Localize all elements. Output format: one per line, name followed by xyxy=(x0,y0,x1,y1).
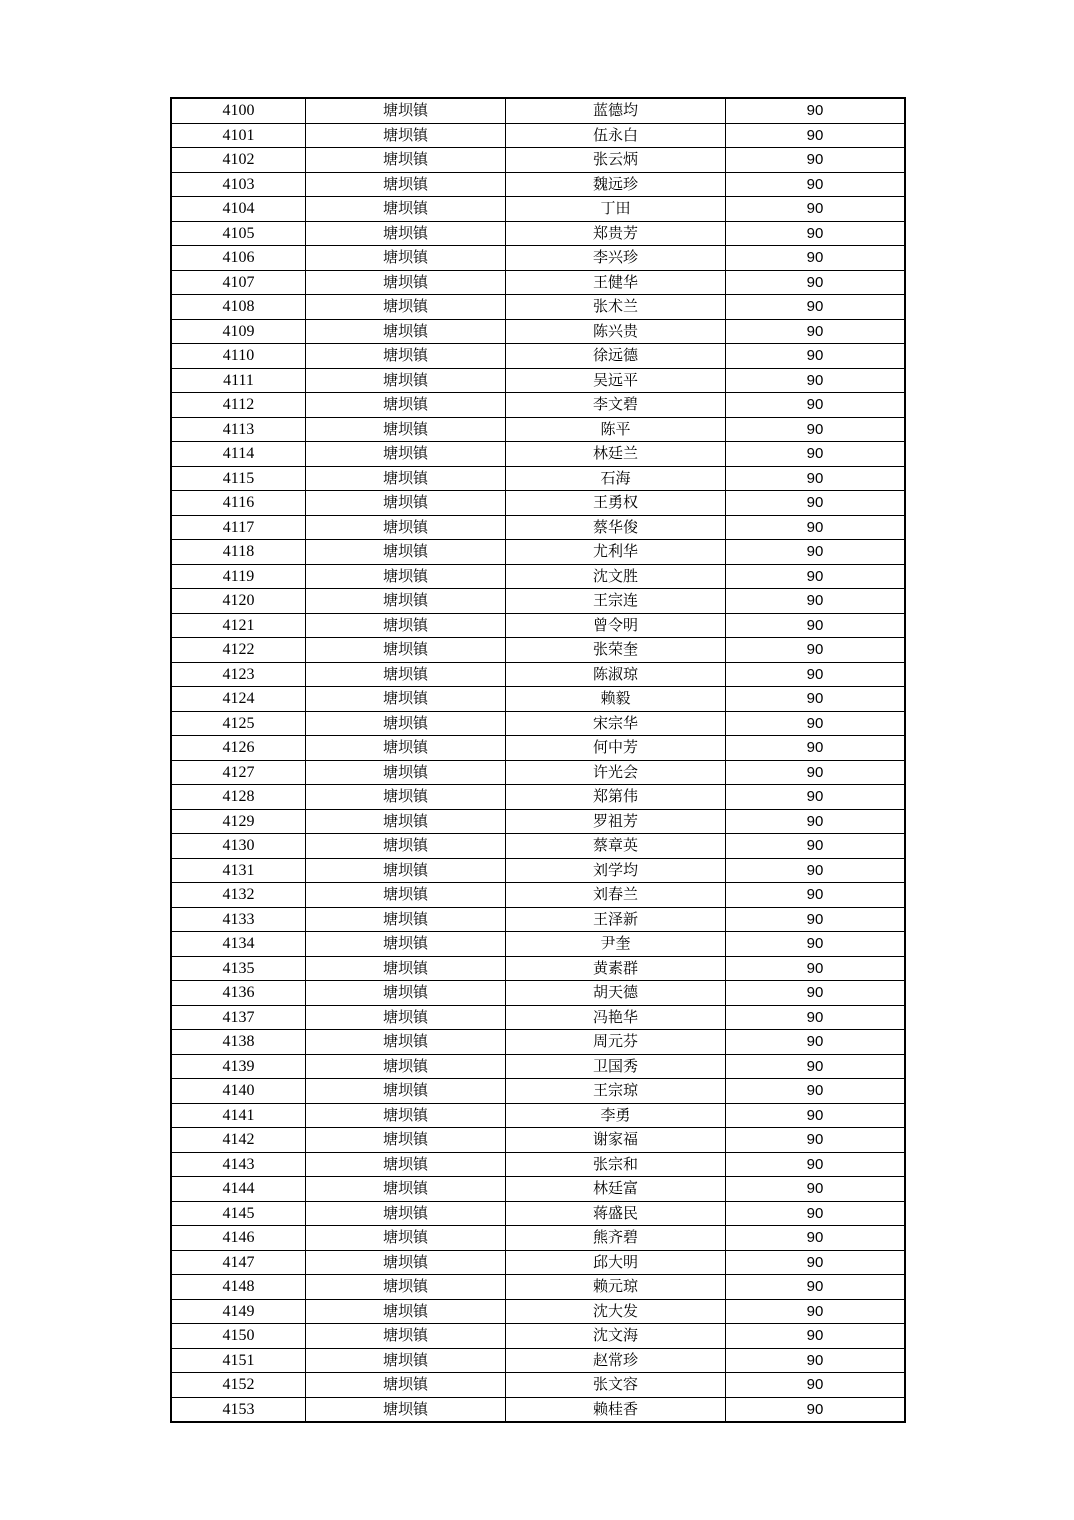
town-cell: 塘坝镇 xyxy=(306,515,506,540)
row-number-cell: 4130 xyxy=(171,834,306,859)
person-name-cell: 李兴珍 xyxy=(506,246,726,271)
person-name-cell: 刘学均 xyxy=(506,858,726,883)
table-row xyxy=(171,711,905,736)
amount-cell: 90 xyxy=(726,123,906,148)
row-number-cell: 4121 xyxy=(171,613,306,638)
amount-cell: 90 xyxy=(726,638,906,663)
table-row xyxy=(171,491,905,516)
person-name-cell: 王健华 xyxy=(506,270,726,295)
person-name-cell: 张荣奎 xyxy=(506,638,726,663)
table-row xyxy=(171,319,905,344)
town-cell: 塘坝镇 xyxy=(306,1201,506,1226)
town-cell: 塘坝镇 xyxy=(306,98,506,123)
table-row xyxy=(171,540,905,565)
row-number-cell: 4103 xyxy=(171,172,306,197)
table-row xyxy=(171,221,905,246)
amount-cell: 90 xyxy=(726,515,906,540)
person-name-cell: 蒋盛民 xyxy=(506,1201,726,1226)
table-row xyxy=(171,123,905,148)
town-cell: 塘坝镇 xyxy=(306,319,506,344)
town-cell: 塘坝镇 xyxy=(306,858,506,883)
row-number-cell: 4111 xyxy=(171,368,306,393)
person-name-cell: 尤利华 xyxy=(506,540,726,565)
person-name-cell: 石海 xyxy=(506,466,726,491)
person-name-cell: 李勇 xyxy=(506,1103,726,1128)
town-cell: 塘坝镇 xyxy=(306,711,506,736)
amount-cell: 90 xyxy=(726,1005,906,1030)
table-row xyxy=(171,98,905,123)
table-row xyxy=(171,1275,905,1300)
person-name-cell: 赖毅 xyxy=(506,687,726,712)
row-number-cell: 4127 xyxy=(171,760,306,785)
row-number-cell: 4139 xyxy=(171,1054,306,1079)
person-name-cell: 邱大明 xyxy=(506,1250,726,1275)
table-row xyxy=(171,172,905,197)
town-cell: 塘坝镇 xyxy=(306,834,506,859)
person-name-cell: 冯艳华 xyxy=(506,1005,726,1030)
row-number-cell: 4146 xyxy=(171,1226,306,1251)
row-number-cell: 4104 xyxy=(171,197,306,222)
row-number-cell: 4117 xyxy=(171,515,306,540)
town-cell: 塘坝镇 xyxy=(306,295,506,320)
table-row xyxy=(171,809,905,834)
row-number-cell: 4135 xyxy=(171,956,306,981)
row-number-cell: 4128 xyxy=(171,785,306,810)
amount-cell: 90 xyxy=(726,1373,906,1398)
town-cell: 塘坝镇 xyxy=(306,589,506,614)
row-number-cell: 4123 xyxy=(171,662,306,687)
amount-cell: 90 xyxy=(726,1128,906,1153)
town-cell: 塘坝镇 xyxy=(306,1128,506,1153)
table-row xyxy=(171,736,905,761)
table-row xyxy=(171,907,905,932)
amount-cell: 90 xyxy=(726,221,906,246)
person-name-cell: 魏远珍 xyxy=(506,172,726,197)
person-name-cell: 何中芳 xyxy=(506,736,726,761)
table-row xyxy=(171,858,905,883)
person-name-cell: 王宗连 xyxy=(506,589,726,614)
table-row xyxy=(171,1226,905,1251)
table-row xyxy=(171,1152,905,1177)
person-name-cell: 赖元琼 xyxy=(506,1275,726,1300)
person-name-cell: 王勇权 xyxy=(506,491,726,516)
amount-cell: 90 xyxy=(726,1177,906,1202)
town-cell: 塘坝镇 xyxy=(306,368,506,393)
row-number-cell: 4115 xyxy=(171,466,306,491)
amount-cell: 90 xyxy=(726,613,906,638)
row-number-cell: 4138 xyxy=(171,1030,306,1055)
table-row xyxy=(171,1128,905,1153)
row-number-cell: 4125 xyxy=(171,711,306,736)
person-name-cell: 曾令明 xyxy=(506,613,726,638)
town-cell: 塘坝镇 xyxy=(306,1397,506,1422)
table-row xyxy=(171,687,905,712)
town-cell: 塘坝镇 xyxy=(306,1324,506,1349)
town-cell: 塘坝镇 xyxy=(306,1152,506,1177)
row-number-cell: 4140 xyxy=(171,1079,306,1104)
row-number-cell: 4124 xyxy=(171,687,306,712)
row-number-cell: 4120 xyxy=(171,589,306,614)
row-number-cell: 4102 xyxy=(171,148,306,173)
amount-cell: 90 xyxy=(726,466,906,491)
town-cell: 塘坝镇 xyxy=(306,1275,506,1300)
town-cell: 塘坝镇 xyxy=(306,613,506,638)
person-name-cell: 陈淑琼 xyxy=(506,662,726,687)
town-cell: 塘坝镇 xyxy=(306,246,506,271)
table-row xyxy=(171,1030,905,1055)
row-number-cell: 4114 xyxy=(171,442,306,467)
row-number-cell: 4122 xyxy=(171,638,306,663)
row-number-cell: 4106 xyxy=(171,246,306,271)
person-name-cell: 赖桂香 xyxy=(506,1397,726,1422)
person-name-cell: 丁田 xyxy=(506,197,726,222)
person-name-cell: 伍永白 xyxy=(506,123,726,148)
table-row xyxy=(171,1177,905,1202)
row-number-cell: 4112 xyxy=(171,393,306,418)
amount-cell: 90 xyxy=(726,491,906,516)
person-name-cell: 谢家福 xyxy=(506,1128,726,1153)
amount-cell: 90 xyxy=(726,1226,906,1251)
table-row xyxy=(171,956,905,981)
person-name-cell: 尹奎 xyxy=(506,932,726,957)
person-name-cell: 周元芬 xyxy=(506,1030,726,1055)
amount-cell: 90 xyxy=(726,687,906,712)
person-name-cell: 宋宗华 xyxy=(506,711,726,736)
town-cell: 塘坝镇 xyxy=(306,1250,506,1275)
person-name-cell: 赵常珍 xyxy=(506,1348,726,1373)
amount-cell: 90 xyxy=(726,246,906,271)
amount-cell: 90 xyxy=(726,981,906,1006)
row-number-cell: 4137 xyxy=(171,1005,306,1030)
row-number-cell: 4116 xyxy=(171,491,306,516)
table-row xyxy=(171,515,905,540)
town-cell: 塘坝镇 xyxy=(306,638,506,663)
row-number-cell: 4152 xyxy=(171,1373,306,1398)
town-cell: 塘坝镇 xyxy=(306,932,506,957)
row-number-cell: 4144 xyxy=(171,1177,306,1202)
table-row xyxy=(171,393,905,418)
amount-cell: 90 xyxy=(726,760,906,785)
town-cell: 塘坝镇 xyxy=(306,809,506,834)
person-name-cell: 卫国秀 xyxy=(506,1054,726,1079)
amount-cell: 90 xyxy=(726,1397,906,1422)
table-row xyxy=(171,1324,905,1349)
town-cell: 塘坝镇 xyxy=(306,883,506,908)
town-cell: 塘坝镇 xyxy=(306,221,506,246)
amount-cell: 90 xyxy=(726,319,906,344)
amount-cell: 90 xyxy=(726,172,906,197)
row-number-cell: 4108 xyxy=(171,295,306,320)
table-row xyxy=(171,883,905,908)
amount-cell: 90 xyxy=(726,834,906,859)
row-number-cell: 4105 xyxy=(171,221,306,246)
amount-cell: 90 xyxy=(726,1054,906,1079)
row-number-cell: 4110 xyxy=(171,344,306,369)
amount-cell: 90 xyxy=(726,1348,906,1373)
town-cell: 塘坝镇 xyxy=(306,1299,506,1324)
town-cell: 塘坝镇 xyxy=(306,417,506,442)
amount-cell: 90 xyxy=(726,1201,906,1226)
amount-cell: 90 xyxy=(726,956,906,981)
amount-cell: 90 xyxy=(726,270,906,295)
person-name-cell: 徐远德 xyxy=(506,344,726,369)
row-number-cell: 4118 xyxy=(171,540,306,565)
row-number-cell: 4126 xyxy=(171,736,306,761)
town-cell: 塘坝镇 xyxy=(306,1226,506,1251)
amount-cell: 90 xyxy=(726,417,906,442)
subsidy-table xyxy=(170,97,906,1423)
person-name-cell: 李文碧 xyxy=(506,393,726,418)
table-body xyxy=(171,98,905,1422)
amount-cell: 90 xyxy=(726,736,906,761)
row-number-cell: 4145 xyxy=(171,1201,306,1226)
row-number-cell: 4133 xyxy=(171,907,306,932)
row-number-cell: 4109 xyxy=(171,319,306,344)
row-number-cell: 4153 xyxy=(171,1397,306,1422)
amount-cell: 90 xyxy=(726,858,906,883)
amount-cell: 90 xyxy=(726,711,906,736)
amount-cell: 90 xyxy=(726,1152,906,1177)
amount-cell: 90 xyxy=(726,1103,906,1128)
row-number-cell: 4141 xyxy=(171,1103,306,1128)
row-number-cell: 4100 xyxy=(171,98,306,123)
person-name-cell: 沈文海 xyxy=(506,1324,726,1349)
row-number-cell: 4150 xyxy=(171,1324,306,1349)
table-row xyxy=(171,148,905,173)
town-cell: 塘坝镇 xyxy=(306,1373,506,1398)
town-cell: 塘坝镇 xyxy=(306,148,506,173)
amount-cell: 90 xyxy=(726,393,906,418)
table-row xyxy=(171,1373,905,1398)
table-row xyxy=(171,662,905,687)
person-name-cell: 胡天德 xyxy=(506,981,726,1006)
person-name-cell: 郑第伟 xyxy=(506,785,726,810)
town-cell: 塘坝镇 xyxy=(306,123,506,148)
row-number-cell: 4132 xyxy=(171,883,306,908)
town-cell: 塘坝镇 xyxy=(306,1079,506,1104)
person-name-cell: 刘春兰 xyxy=(506,883,726,908)
table-row xyxy=(171,564,905,589)
amount-cell: 90 xyxy=(726,785,906,810)
table-row xyxy=(171,1348,905,1373)
town-cell: 塘坝镇 xyxy=(306,197,506,222)
table-row xyxy=(171,1079,905,1104)
town-cell: 塘坝镇 xyxy=(306,270,506,295)
town-cell: 塘坝镇 xyxy=(306,736,506,761)
town-cell: 塘坝镇 xyxy=(306,981,506,1006)
amount-cell: 90 xyxy=(726,1079,906,1104)
town-cell: 塘坝镇 xyxy=(306,1348,506,1373)
person-name-cell: 罗祖芳 xyxy=(506,809,726,834)
table-row xyxy=(171,270,905,295)
amount-cell: 90 xyxy=(726,368,906,393)
town-cell: 塘坝镇 xyxy=(306,540,506,565)
amount-cell: 90 xyxy=(726,540,906,565)
town-cell: 塘坝镇 xyxy=(306,466,506,491)
amount-cell: 90 xyxy=(726,809,906,834)
table-row xyxy=(171,1054,905,1079)
person-name-cell: 沈文胜 xyxy=(506,564,726,589)
person-name-cell: 张云炳 xyxy=(506,148,726,173)
amount-cell: 90 xyxy=(726,148,906,173)
person-name-cell: 林廷富 xyxy=(506,1177,726,1202)
town-cell: 塘坝镇 xyxy=(306,1103,506,1128)
row-number-cell: 4107 xyxy=(171,270,306,295)
person-name-cell: 许光会 xyxy=(506,760,726,785)
town-cell: 塘坝镇 xyxy=(306,393,506,418)
table-row xyxy=(171,981,905,1006)
town-cell: 塘坝镇 xyxy=(306,442,506,467)
table-row xyxy=(171,466,905,491)
table-row xyxy=(171,785,905,810)
town-cell: 塘坝镇 xyxy=(306,564,506,589)
amount-cell: 90 xyxy=(726,883,906,908)
row-number-cell: 4101 xyxy=(171,123,306,148)
table-row xyxy=(171,1005,905,1030)
row-number-cell: 4149 xyxy=(171,1299,306,1324)
table-row xyxy=(171,589,905,614)
table-row xyxy=(171,1103,905,1128)
row-number-cell: 4129 xyxy=(171,809,306,834)
table-row xyxy=(171,1201,905,1226)
row-number-cell: 4143 xyxy=(171,1152,306,1177)
town-cell: 塘坝镇 xyxy=(306,1177,506,1202)
row-number-cell: 4142 xyxy=(171,1128,306,1153)
amount-cell: 90 xyxy=(726,98,906,123)
amount-cell: 90 xyxy=(726,344,906,369)
person-name-cell: 黄素群 xyxy=(506,956,726,981)
person-name-cell: 蔡华俊 xyxy=(506,515,726,540)
table-row xyxy=(171,368,905,393)
town-cell: 塘坝镇 xyxy=(306,785,506,810)
town-cell: 塘坝镇 xyxy=(306,956,506,981)
person-name-cell: 蓝德均 xyxy=(506,98,726,123)
amount-cell: 90 xyxy=(726,197,906,222)
amount-cell: 90 xyxy=(726,662,906,687)
town-cell: 塘坝镇 xyxy=(306,344,506,369)
town-cell: 塘坝镇 xyxy=(306,687,506,712)
amount-cell: 90 xyxy=(726,907,906,932)
person-name-cell: 陈平 xyxy=(506,417,726,442)
table-row xyxy=(171,613,905,638)
person-name-cell: 吴远平 xyxy=(506,368,726,393)
person-name-cell: 林廷兰 xyxy=(506,442,726,467)
table-row xyxy=(171,344,905,369)
town-cell: 塘坝镇 xyxy=(306,1005,506,1030)
table-row xyxy=(171,417,905,442)
table-row xyxy=(171,834,905,859)
person-name-cell: 熊齐碧 xyxy=(506,1226,726,1251)
amount-cell: 90 xyxy=(726,1324,906,1349)
row-number-cell: 4136 xyxy=(171,981,306,1006)
town-cell: 塘坝镇 xyxy=(306,491,506,516)
row-number-cell: 4131 xyxy=(171,858,306,883)
person-name-cell: 王泽新 xyxy=(506,907,726,932)
row-number-cell: 4134 xyxy=(171,932,306,957)
row-number-cell: 4151 xyxy=(171,1348,306,1373)
person-name-cell: 蔡章英 xyxy=(506,834,726,859)
table-row xyxy=(171,1299,905,1324)
table-row xyxy=(171,442,905,467)
town-cell: 塘坝镇 xyxy=(306,172,506,197)
amount-cell: 90 xyxy=(726,1030,906,1055)
town-cell: 塘坝镇 xyxy=(306,907,506,932)
table-row xyxy=(171,197,905,222)
table-row xyxy=(171,1250,905,1275)
person-name-cell: 张术兰 xyxy=(506,295,726,320)
amount-cell: 90 xyxy=(726,1299,906,1324)
table-row xyxy=(171,295,905,320)
table-row xyxy=(171,638,905,663)
person-name-cell: 郑贵芳 xyxy=(506,221,726,246)
amount-cell: 90 xyxy=(726,932,906,957)
person-name-cell: 张文容 xyxy=(506,1373,726,1398)
row-number-cell: 4113 xyxy=(171,417,306,442)
table-row xyxy=(171,932,905,957)
row-number-cell: 4147 xyxy=(171,1250,306,1275)
amount-cell: 90 xyxy=(726,442,906,467)
town-cell: 塘坝镇 xyxy=(306,1030,506,1055)
table-row xyxy=(171,760,905,785)
town-cell: 塘坝镇 xyxy=(306,1054,506,1079)
row-number-cell: 4119 xyxy=(171,564,306,589)
amount-cell: 90 xyxy=(726,589,906,614)
person-name-cell: 陈兴贵 xyxy=(506,319,726,344)
table-row xyxy=(171,1397,905,1422)
amount-cell: 90 xyxy=(726,564,906,589)
person-name-cell: 沈大发 xyxy=(506,1299,726,1324)
amount-cell: 90 xyxy=(726,295,906,320)
town-cell: 塘坝镇 xyxy=(306,662,506,687)
table-row xyxy=(171,246,905,271)
person-name-cell: 王宗琼 xyxy=(506,1079,726,1104)
amount-cell: 90 xyxy=(726,1250,906,1275)
person-name-cell: 张宗和 xyxy=(506,1152,726,1177)
amount-cell: 90 xyxy=(726,1275,906,1300)
row-number-cell: 4148 xyxy=(171,1275,306,1300)
town-cell: 塘坝镇 xyxy=(306,760,506,785)
